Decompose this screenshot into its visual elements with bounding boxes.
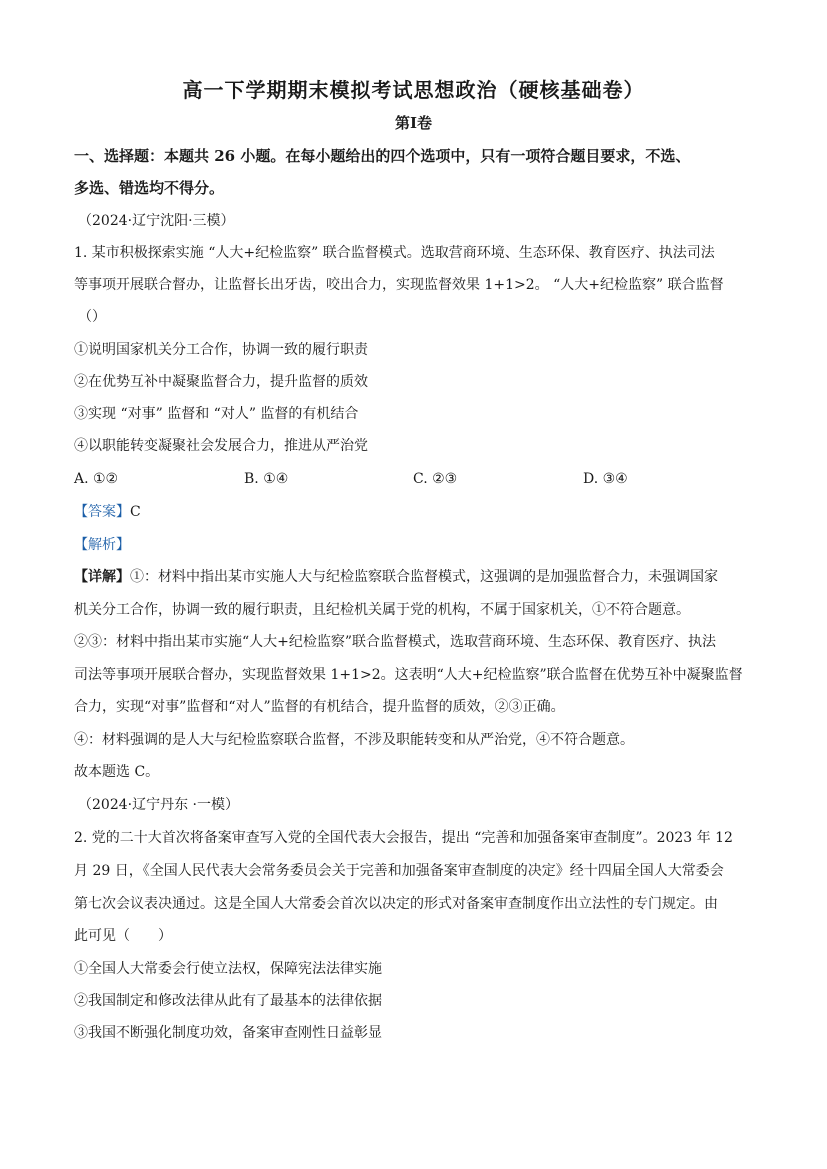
q1-detail-line-6: ④：材料强调的是人大与纪检监察联合监督，不涉及职能转变和从严治党，④不符合题意。 xyxy=(74,732,634,748)
q2-stem-line-2: 月 29 日，《全国人民代表大会常务委员会关于完善和加强备案审查制度的决定》经十四届全国人大常委会 xyxy=(74,863,724,879)
q1-answer xyxy=(74,502,141,522)
q2-stem-line-1: 2. 党的二十大首次将备案审查写入党的全国代表大会报告，提出 “完善和加强备案审查制度”。2023 年 12 xyxy=(74,830,733,846)
q2-stem-line-3: 第七次会议表决通过。这是全国人大常委会首次以决定的形式对备案审查制度作出立法性的专门规定。由 xyxy=(74,896,718,912)
q1-conclusion: 故本题选 C。 xyxy=(74,764,160,780)
detail-label: 【详解】 xyxy=(74,569,130,585)
q2-item: ①全国人大常委会行使立法权，保障宪法法律实施 xyxy=(74,961,382,977)
q1-item: ④以职能转变凝聚社会发展合力，推进从严治党 xyxy=(74,438,368,454)
answer-value: C xyxy=(130,504,141,520)
q1-item: ③实现 “对事” 监督和 “对人” 监督的有机结合 xyxy=(74,406,359,422)
q1-detail-line-1 xyxy=(74,567,718,587)
q2-source: （2024·辽宁丹东 ·一模） xyxy=(78,797,239,813)
q1-detail-line-5: 合力，实现“对事”监督和“对人”监督的有机结合，提升监督的质效，②③正确。 xyxy=(74,699,565,715)
q1-option-b: B. ①④ xyxy=(244,471,289,487)
q1-option-d: D. ③④ xyxy=(583,471,628,487)
detail-text: ①：材料中指出某市实施人大与纪检监察联合监督模式，这强调的是加强监督合力，未强调国家 xyxy=(130,569,718,585)
section-instruction-line-2: 多选、错选均不得分。 xyxy=(74,179,225,197)
q1-source: （2024·辽宁沈阳·三模） xyxy=(78,213,235,229)
q1-stem-line-1: 1. 某市积极探索实施 “人大+纪检监察” 联合监督模式。选取营商环境、生态环保、教育医疗、执法司法 xyxy=(74,245,715,261)
q2-item: ③我国不断强化制度功效，备案审查刚性日益彰显 xyxy=(74,1025,382,1041)
q1-stem-line-2: 等事项开展联合督办，让监督长出牙齿，咬出合力，实现监督效果 1+1>2。 “人大+纪检监察” 联合监督 xyxy=(74,277,724,293)
q1-item: ②在优势互补中凝聚监督合力，提升监督的质效 xyxy=(74,374,368,390)
q1-option-c: C. ②③ xyxy=(413,471,458,487)
q1-detail-line-4: 司法等事项开展联合督办，实现监督效果 1+1>2。这表明“人大+纪检监察”联合监督在优势互补中凝聚监督 xyxy=(74,667,743,683)
section-instruction-line-1: 一、选择题：本题共 26 小题。在每小题给出的四个选项中，只有一项符合题目要求，不选、 xyxy=(74,147,691,165)
answer-label: 【答案】 xyxy=(74,504,130,520)
analysis-label: 【解析】 xyxy=(74,537,130,553)
q1-option-a: A. ①② xyxy=(74,471,119,487)
q1-options xyxy=(74,469,754,489)
q2-stem-line-4: 此可见（ ） xyxy=(74,928,172,944)
q1-stem-line-3: （） xyxy=(78,309,106,325)
q2-item: ②我国制定和修改法律从此有了最基本的法律依据 xyxy=(74,993,382,1009)
page-title: 高一下学期期末模拟考试思想政治（硬核基础卷） xyxy=(182,78,645,102)
q1-detail-line-3: ②③：材料中指出某市实施“人大+纪检监察”联合监督模式，选取营商环境、生态环保、教育医疗、执法 xyxy=(74,634,717,650)
volume-heading: 第Ⅰ卷 xyxy=(394,114,433,132)
q1-item: ①说明国家机关分工合作，协调一致的履行职责 xyxy=(74,342,368,358)
q1-detail-line-2: 机关分工合作，协调一致的履行职责，且纪检机关属于党的机构，不属于国家机关，①不符合题意。 xyxy=(74,602,690,618)
